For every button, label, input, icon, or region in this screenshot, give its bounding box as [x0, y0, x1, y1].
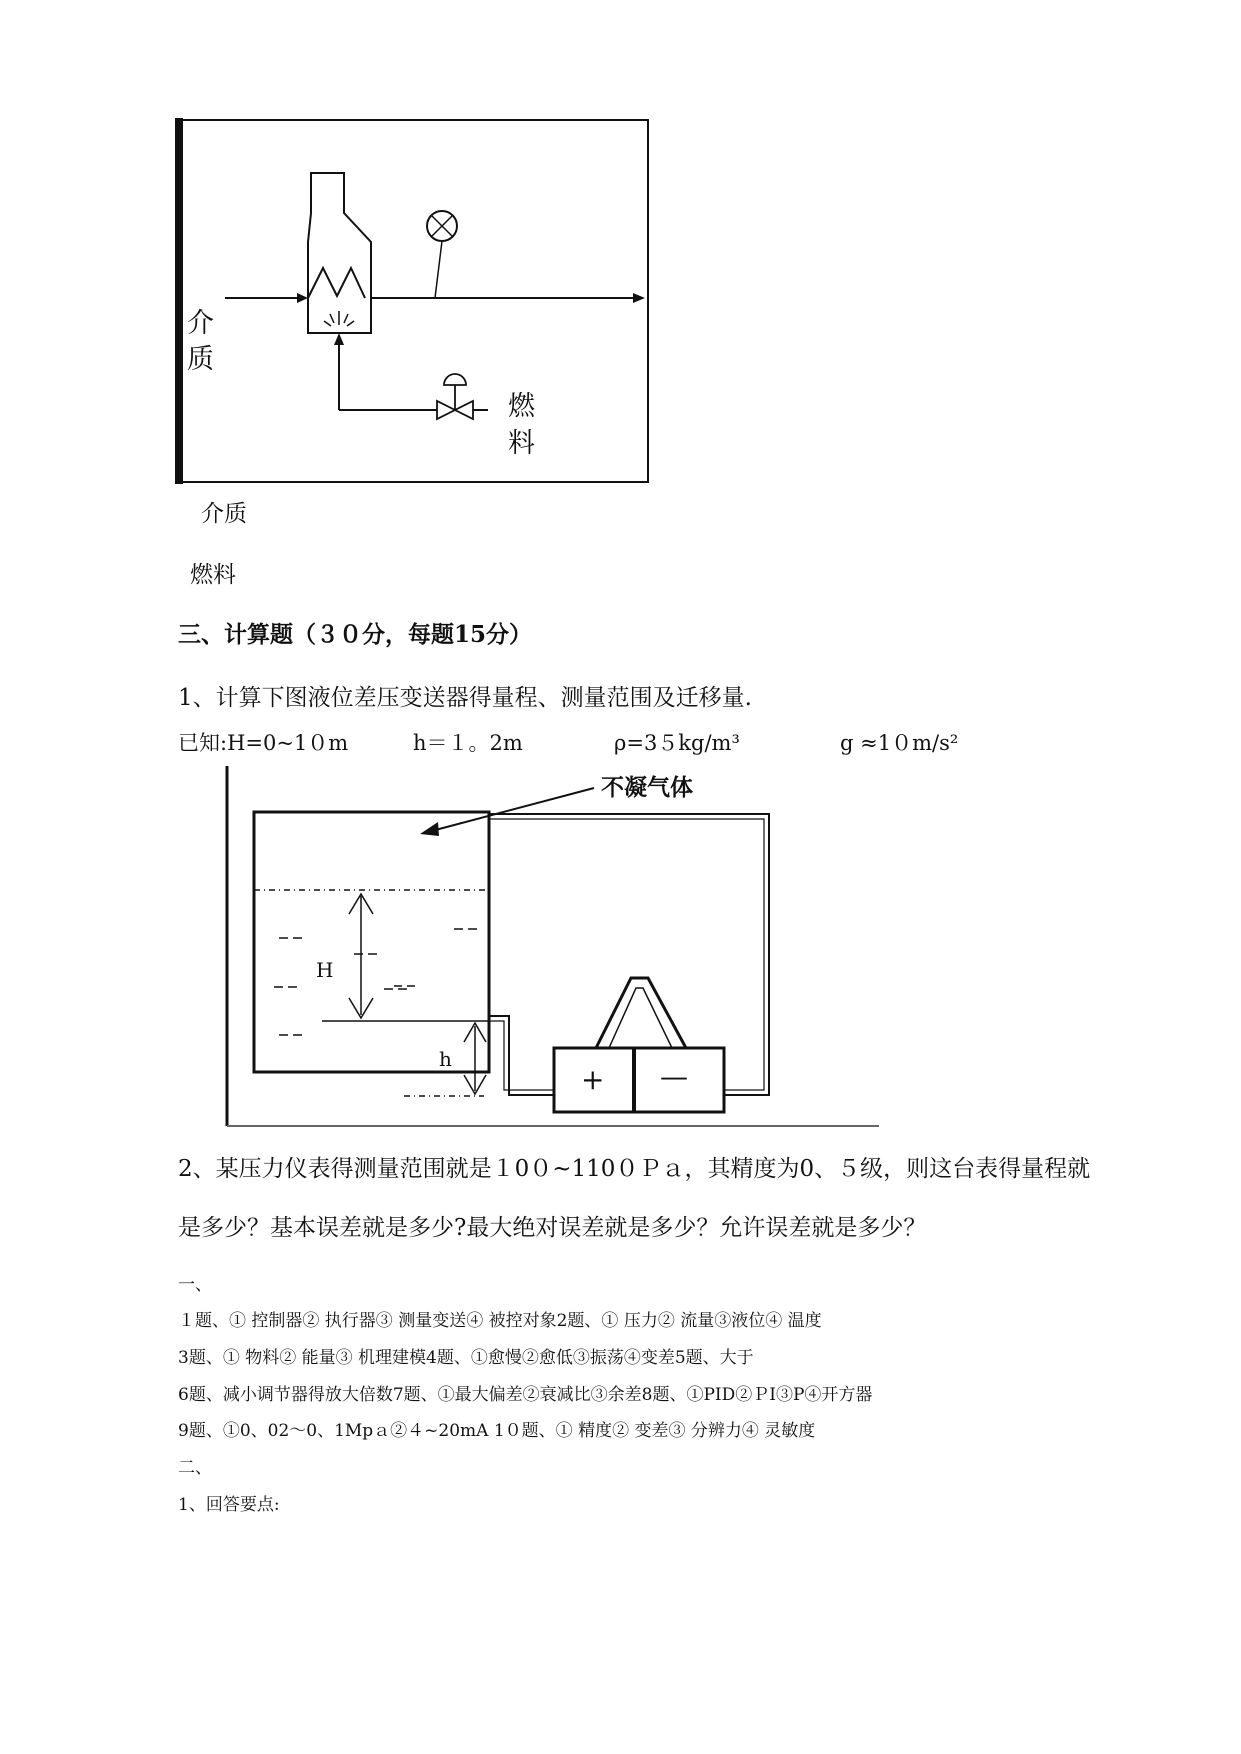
- minus-label: —: [660, 1060, 688, 1093]
- question-1-text: 1、计算下图液位差压变送器得量程、测量范围及迁移量.: [178, 685, 752, 711]
- tank: [254, 812, 489, 1072]
- low-side-impulse-outer: [489, 1016, 554, 1095]
- known-rho: ρ=3５kg/m³: [614, 731, 740, 755]
- question-2-line-1: 2、某压力仪表得测量范围就是１0０~110０Ｐａ，其精度为0、５级，则这台表得量程就: [178, 1156, 1091, 1182]
- caption-fuel: 燃料: [190, 562, 236, 588]
- answer-line-2: 3题、① 物料② 能量③ 机理建模4题、①愈慢②愈低③振荡④变差5题、大于: [178, 1348, 754, 1368]
- gas-label: 不凝气体: [601, 775, 693, 801]
- furnace-diagram: [175, 118, 655, 488]
- h-label: h: [439, 1047, 452, 1071]
- furnace-body: [308, 173, 371, 333]
- diagram-frame: [178, 120, 648, 482]
- control-valve-icon: [437, 374, 473, 419]
- level-transmitter-diagram: [224, 766, 879, 1129]
- answer-point-1: 1、回答要点:: [178, 1495, 280, 1515]
- answer-line-1: １题、① 控制器② 执行器③ 测量变送④ 被控对象2题、① 压力② 流量③液位④ 温度: [178, 1311, 822, 1331]
- known-h: h＝１。2m: [413, 731, 523, 755]
- medium-label-1: 介: [187, 308, 214, 339]
- answers-part-2-heading: 二、: [178, 1458, 212, 1478]
- question-2-line-2: 是多少？基本误差就是多少?最大绝对误差就是多少？允许误差就是多少？: [178, 1215, 927, 1241]
- fuel-arrow: [334, 333, 344, 345]
- answer-line-4: 9题、①0、02～0、1Mpａ②４~20mA 1０题、① 精度② 变差③ 分辨力④ 灵敏度: [178, 1421, 816, 1441]
- H-label: H: [316, 958, 334, 982]
- known-g: g ≈1０m/s²: [840, 731, 959, 755]
- caption-medium: 介质: [201, 501, 247, 527]
- diagram-left-bar: [175, 118, 183, 484]
- burner-flame-icon: [324, 311, 354, 326]
- plus-label: +: [581, 1063, 605, 1096]
- outlet-arrow: [633, 293, 645, 303]
- known-H: 已知:H=0~1０m: [178, 731, 349, 755]
- medium-label-2: 质: [187, 344, 214, 375]
- low-side-impulse-inner: [489, 1021, 554, 1090]
- answers-part-1-heading: 一、: [178, 1275, 212, 1295]
- instrument-connection: [435, 241, 442, 298]
- fuel-label-2: 料: [508, 428, 535, 459]
- liquid-dashes: [274, 929, 477, 1035]
- heating-coil: [308, 268, 365, 298]
- section-heading: 三、计算题（３０分，每题15分）: [178, 621, 533, 648]
- answer-line-3: 6题、减小调节器得放大倍数7题、①最大偏差②衰减比③余差8题、①PID②ＰI③P④开方器: [178, 1385, 873, 1405]
- inlet-arrow: [297, 293, 308, 303]
- fuel-label-1: 燃: [508, 391, 535, 422]
